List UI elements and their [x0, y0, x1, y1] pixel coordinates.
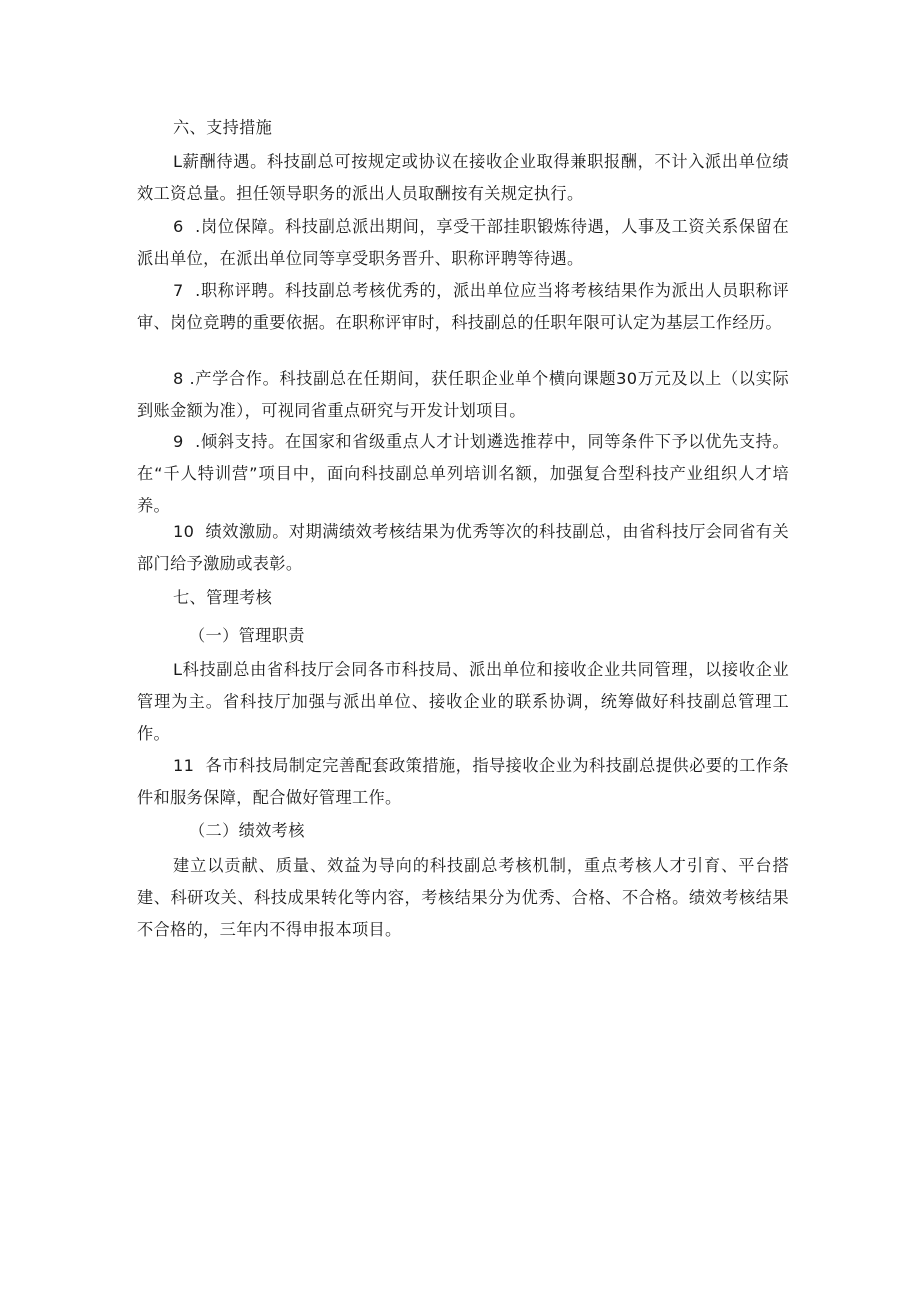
paragraph-assessment: 建立以贡献、质量、效益为导向的科技副总考核机制，重点考核人才引育、平台搭建、科研攻关、科技成果转化等内容，考核结果分为优秀、合格、不合格。绩效考核结果不合格的，三年内不得申报本项目。 [137, 856, 789, 939]
section-heading-support-measures: 六、支持措施 [173, 118, 273, 137]
paragraph-management-2: 11 各市科技局制定完善配套政策措施，指导接收企业为科技副总提供必要的工作条件和服务保障，配合做好管理工作。 [137, 756, 789, 807]
paragraph-title-evaluation: 7 .职称评聘。科技副总考核优秀的，派出单位应当将考核结果作为派出人员职称评审、岗位竞聘的重要依据。在职称评审时，科技副总的任职年限可认定为基层工作经历。 [137, 281, 789, 332]
paragraph-preferential-support: 9 .倾斜支持。在国家和省级重点人才计划遴选推荐中，同等条件下予以优先支持。在“千人特训营”项目中，面向科技副总单列培训名额，加强复合型科技产业组织人才培养。 [137, 432, 789, 515]
paragraph-performance-incentive: 10 绩效激励。对期满绩效考核结果为优秀等次的科技副总，由省科技厅会同省有关部门给予激励或表彰。 [137, 522, 789, 573]
paragraph-industry-cooperation: 8 .产学合作。科技副总在任期间，获任职企业单个横向课题30万元及以上（以实际到账金额为准），可视同省重点研究与开发计划项目。 [137, 369, 789, 420]
subheading-performance-assessment: （二）绩效考核 [189, 821, 305, 840]
paragraph-salary: L薪酬待遇。科技副总可按规定或协议在接收企业取得兼职报酬，不计入派出单位绩效工资总量。担任领导职务的派出人员取酬按有关规定执行。 [137, 152, 789, 203]
paragraph-position-guarantee: 6 .岗位保障。科技副总派出期间，享受干部挂职锻炼待遇，人事及工资关系保留在派出单位，在派出单位同等享受职务晋升、职称评聘等待遇。 [137, 217, 789, 268]
section-heading-management: 七、管理考核 [173, 588, 273, 607]
subheading-management-duties: （一）管理职责 [189, 626, 305, 645]
paragraph-management-1: L科技副总由省科技厅会同各市科技局、派出单位和接收企业共同管理，以接收企业管理为主。省科技厅加强与派出单位、接收企业的联系协调，统筹做好科技副总管理工作。 [137, 660, 789, 743]
